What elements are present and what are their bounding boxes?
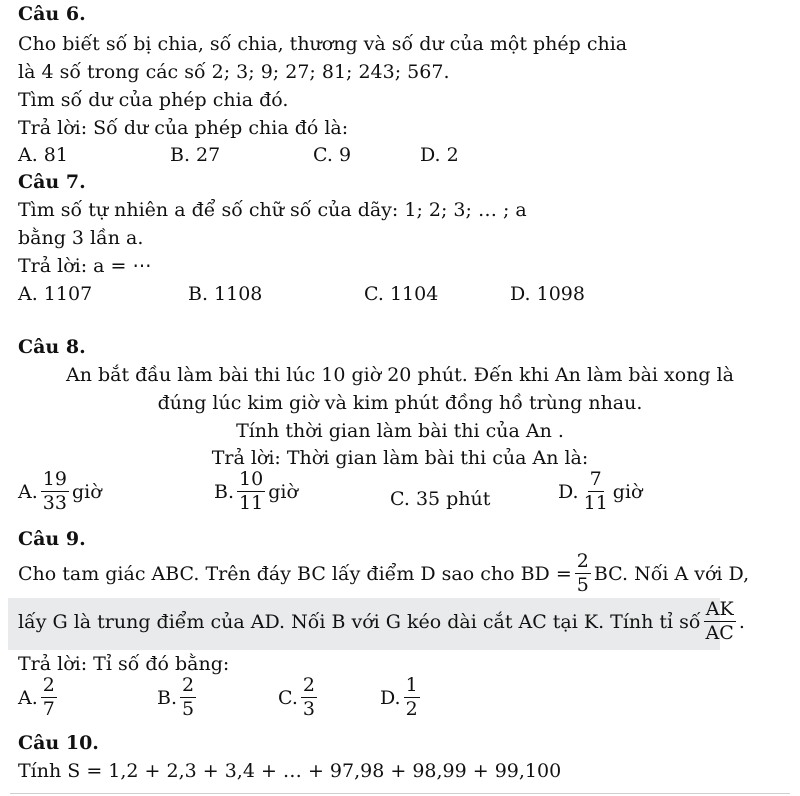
q7-heading: Câu 7. <box>18 171 86 193</box>
q6-line-2: là 4 số trong các số 2; 3; 9; 27; 81; 243; 567. <box>18 61 450 83</box>
q9-line-2-denominator: AC <box>705 622 734 644</box>
q8-option-b-unit: giờ <box>268 480 298 503</box>
q9-line-1-fraction <box>575 552 591 595</box>
q6-line-1: Cho biết số bị chia, số chia, thương và số dư của một phép chia <box>18 33 628 55</box>
q9-option-b-numerator: 2 <box>182 674 195 696</box>
q9-option-d-numerator: 1 <box>405 674 418 696</box>
q8-option-d <box>558 470 642 513</box>
q8-option-d-denominator: 11 <box>583 492 608 514</box>
q6-line-3: Tìm số dư của phép chia đó. <box>18 89 289 111</box>
q9-option-d-label: D. <box>380 686 401 709</box>
q9-option-b-fraction <box>180 676 196 719</box>
q8-option-b-fraction <box>237 470 265 513</box>
q9-line-2-text: lấy G là trung điểm của AD. Nối B với G kéo dài cắt AC tại K. Tính tỉ số <box>18 610 701 633</box>
q10-expression: Tính S = 1,2 + 2,3 + 3,4 + … + 97,98 + 98,99 + 99,100 <box>18 760 562 782</box>
q9-option-d-denominator: 2 <box>405 698 418 720</box>
q7-line-2: bằng 3 lần a. <box>18 227 144 249</box>
q8-heading: Câu 8. <box>18 336 86 358</box>
bottom-divider <box>10 793 790 794</box>
q10-heading: Câu 10. <box>18 732 99 754</box>
q9-option-b-denominator: 5 <box>182 698 195 720</box>
q9-line-1-text-end: BC. Nối A với D, <box>593 562 750 585</box>
q9-line-2-text-end: . <box>738 610 745 633</box>
q8-option-d-label: D. <box>558 480 579 503</box>
q7-line-1: Tìm số tự nhiên a để số chữ số của dãy: 1; 2; 3; … ; a <box>18 199 527 221</box>
q8-line-2: đúng lúc kim giờ và kim phút đồng hồ trùng nhau. <box>157 392 643 414</box>
q8-option-a-denominator: 33 <box>42 492 67 514</box>
q8-line-3: Tính thời gian làm bài thi của An . <box>236 420 564 442</box>
q9-option-a <box>18 676 60 719</box>
q8-option-b-label: B. <box>214 480 235 503</box>
q6-heading: Câu 6. <box>18 3 86 25</box>
q6-option-c: C. 9 <box>313 144 352 166</box>
q8-option-b-numerator: 10 <box>239 468 264 490</box>
q7-option-a: A. 1107 <box>18 283 93 305</box>
q9-line-1-denominator: 5 <box>576 574 589 596</box>
q9-option-c-label: C. <box>278 686 298 709</box>
q9-option-c-numerator: 2 <box>302 674 315 696</box>
q7-option-d: D. 1098 <box>510 283 585 305</box>
q9-line-1-text: Cho tam giác ABC. Trên đáy BC lấy điểm D sao cho BD = <box>18 562 572 585</box>
q9-option-c-denominator: 3 <box>302 698 315 720</box>
q8-option-a-fraction <box>41 470 69 513</box>
q9-heading: Câu 9. <box>18 528 86 550</box>
q8-option-a <box>18 470 102 513</box>
q9-line-2 <box>18 600 745 643</box>
q9-option-a-label: A. <box>18 686 38 709</box>
q9-option-c-fraction <box>301 676 317 719</box>
q7-option-c: C. 1104 <box>364 283 439 305</box>
q8-option-d-numerator: 7 <box>589 468 602 490</box>
q8-option-d-unit: giờ <box>612 480 643 503</box>
q8-option-c: C. 35 phút <box>390 488 491 510</box>
q7-option-b: B. 1108 <box>188 283 263 305</box>
q7-answer-prompt: Trả lời: a = ⋯ <box>18 255 152 277</box>
q9-line-1-numerator: 2 <box>576 550 589 572</box>
q8-option-a-unit: giờ <box>71 480 102 503</box>
q9-option-d-fraction <box>404 676 420 719</box>
q6-option-a: A. 81 <box>18 144 68 166</box>
q8-option-d-fraction <box>582 470 610 513</box>
q9-option-c <box>278 676 320 719</box>
q8-option-b-denominator: 11 <box>239 492 264 514</box>
q9-line-2-fraction <box>704 600 736 643</box>
q9-option-a-numerator: 2 <box>42 674 55 696</box>
q8-option-b <box>214 470 298 513</box>
q9-option-b-label: B. <box>157 686 178 709</box>
q9-option-d <box>380 676 423 719</box>
q8-option-a-numerator: 19 <box>42 468 67 490</box>
q9-option-a-fraction <box>41 676 57 719</box>
q6-answer-prompt: Trả lời: Số dư của phép chia đó là: <box>18 117 349 139</box>
q8-option-a-label: A. <box>18 480 38 503</box>
q9-option-b <box>157 676 199 719</box>
q8-line-1: An bắt đầu làm bài thi lúc 10 giờ 20 phút. Đến khi An làm bài xong là <box>65 364 735 386</box>
q9-answer-prompt: Trả lời: Tỉ số đó bằng: <box>18 653 230 675</box>
q9-line-1 <box>18 552 749 595</box>
q6-option-b: B. 27 <box>170 144 221 166</box>
q9-line-2-numerator: AK <box>705 598 734 620</box>
q6-option-d: D. 2 <box>420 144 459 166</box>
q9-option-a-denominator: 7 <box>42 698 55 720</box>
q8-answer-prompt: Trả lời: Thời gian làm bài thi của An là: <box>211 447 589 469</box>
